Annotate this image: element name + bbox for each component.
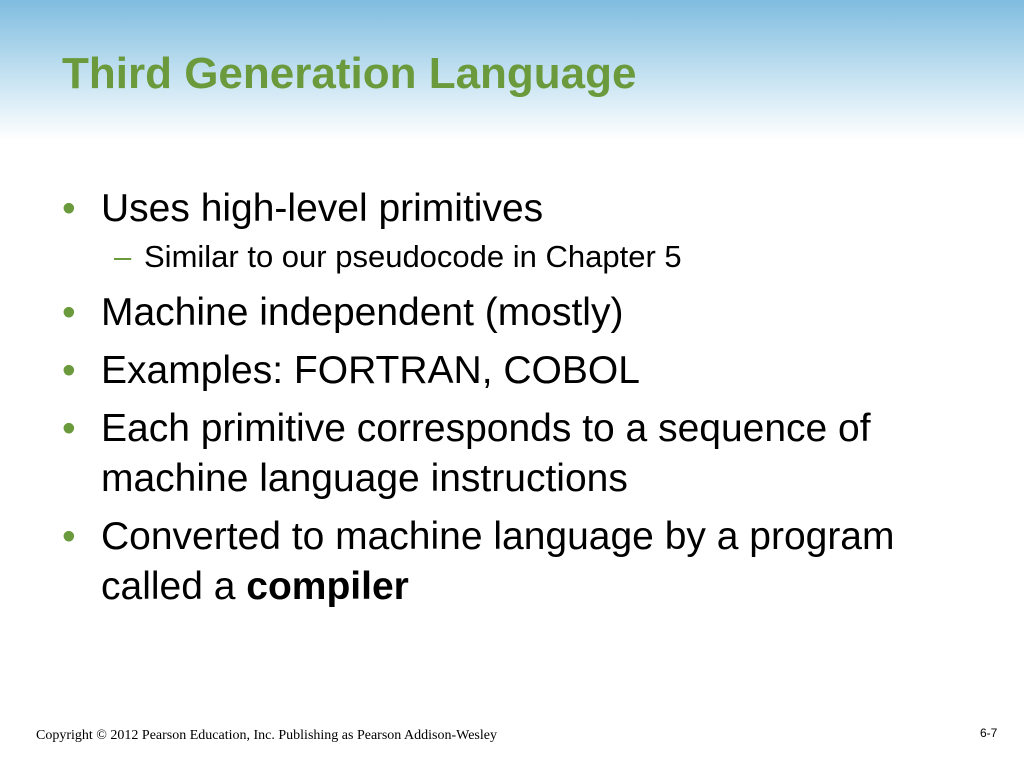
bullet-marker: •	[62, 515, 76, 558]
bullet-item	[62, 346, 982, 396]
sub-bullet-item	[62, 238, 982, 276]
slide-number: 6-7	[980, 726, 998, 740]
sub-bullet-text: Similar to our pseudocode in Chapter 5	[144, 239, 682, 274]
bullet-list	[62, 184, 982, 620]
bullet-text: Machine independent (mostly)	[101, 291, 624, 334]
bullet-item	[62, 512, 982, 612]
dash-marker: –	[114, 239, 132, 274]
bold-term-compiler: compiler	[246, 565, 409, 608]
slide-title: Third Generation Language	[62, 49, 637, 98]
bullet-item	[62, 288, 982, 338]
bullet-marker: •	[62, 349, 76, 392]
bullet-text: Uses high-level primitives	[101, 187, 544, 230]
bullet-marker: •	[62, 187, 76, 230]
copyright-footer: Copyright © 2012 Pearson Education, Inc. Publishing as Pearson Addison-Wesley	[36, 728, 497, 743]
bullet-marker: •	[62, 407, 76, 450]
bullet-text: Each primitive corresponds to a sequence of machine language instructions	[101, 407, 871, 500]
bullet-item	[62, 404, 982, 504]
bullet-marker: •	[62, 291, 76, 334]
bullet-item	[62, 184, 982, 234]
bullet-text: Examples: FORTRAN, COBOL	[101, 349, 640, 392]
bullet-text: Converted to machine language by a program called a	[101, 515, 895, 608]
